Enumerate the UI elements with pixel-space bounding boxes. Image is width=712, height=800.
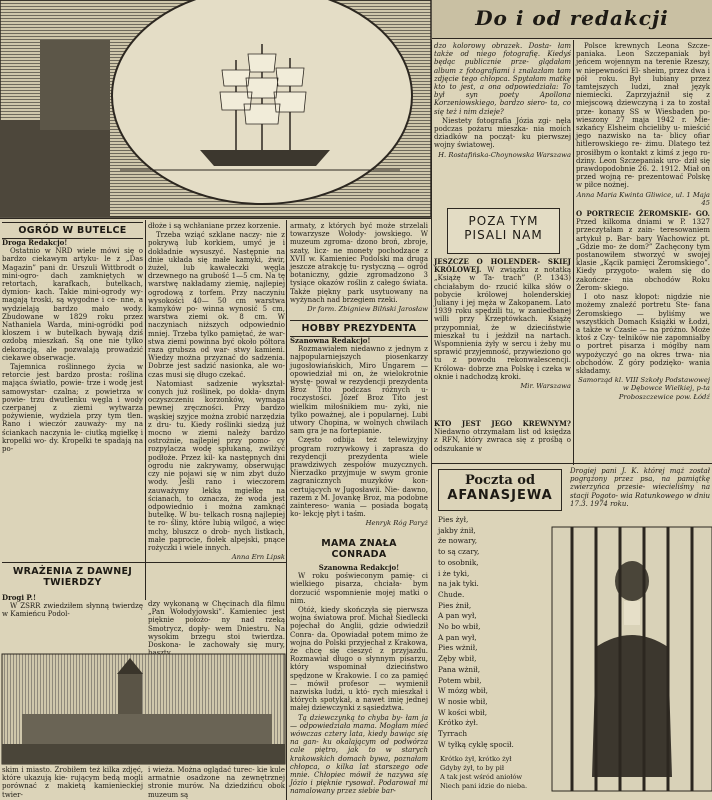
krewny-heading: KTO JEST JEGO KREWNYM? xyxy=(434,419,571,428)
poczta-title-box xyxy=(438,469,562,511)
kamieniec-text: armaty, z których być może strzelali towarzysze Wołody- jowskiego. W muzeum zgroma- dzono broń, zbroje, szaty, licz- ne monety pochodzące z XVII w. Kamieniec Podolski ma druga jeszcze atrakcję tu- rystyczną — ogród botaniczny, gdzie zgromadzono 3 tysiące okazów roślin z całego świata. Także piękny park usytuowany na wyżynach nad brzegiem rzeki. xyxy=(290,222,428,304)
mama-p2: Otóż, kiedy skończyła się pierwsza wojna światowa prof. Michał Siedlecki pojechał do Anglii, gdzie odwiedził Conra- da. Opowiadał potem mimo że wojna do Polski przyjechał z Krakowa, że chcę się cieszyć z przyjazdu. Rozmawiał długo o słynnym pisarzu, który wspominał dzieciństwo spędzone w Krakowie. I co za pamięć — mówił profesor — wymienił nazwiska ludzi, u któ- rych mieszkał i których spotykał, a nawet imię jednej małej dziewczynki z sąsiedztwa. xyxy=(290,606,428,713)
man-illustration xyxy=(552,527,712,791)
poem-part-2 xyxy=(440,755,710,799)
ogrod-salute: Droga Redakcjo! xyxy=(2,238,68,247)
mama-p3: Tą dziewczynką to chyba by- łam ja — odpowiedziała mama. Mogłam mieć wówczas cztery lata, kiedy bawiąc się na gan- ku okalającym od podwórza cale piętro, jak to w starych krakowskich domach bywa, poznałam chłopca, o kilka lat starszego ode mnie. Chłopiec mówił że nazywa się Józio i pięknie rysował. Podarował mi namalowany przez siebie bar- xyxy=(290,713,428,796)
wrazenia-col2 xyxy=(148,600,285,650)
krewny-note xyxy=(434,420,571,460)
hobby-p1: Rozmawiałem niedawno z jednym z najpopularniejszych piosenkarzy jugosłowiańskich, Miro Ungarem — opowiedział mi on, że wielokrotnie wystę- pował w rezydencji prezydenta Broz Tito podczas różnych u- roczystości. Józef Broz Tito jest wielkim miłośnikiem mu- zyki, nie tylko poważnej, ale i popularnej. Lubi utwory Chopina, w wolnych chwilach sam gra je na fortepianie. xyxy=(290,345,428,436)
portrait-text-2: I oto nasz kłopot: nigdzie nie możemy znaleźć portretu Ste- fana Żeromskiego — byliśmy we wszystkich Domach Książki w Łodzi, a także w Czasie — na próżno. Może ktoś z Czy- telników nie zapomniałby o portret pisarza i mógłby nam wypożyczyć go na okres trwa- nia obchodów. Z góry podzięko- wania składamy. xyxy=(576,293,710,375)
poem-line: to są czary, xyxy=(438,547,480,557)
portrait-text: Przed kilkoma dniami w P. 1327 przeczytałam z zain- teresowaniem artykuł p. Bar- bary Wachowicz pt. „Gdzie mo- że dom?” Zachęcony tym postanowiłem stworzyć w swojej klasie „Kącik pamięci Żeromskiego”. Kiedy przygoto- wałem się do zakończe- nia obchodów Roku Żerom- skiego. xyxy=(576,218,710,292)
wrazenia-title-2: TWIERDZY xyxy=(43,577,102,588)
poza-tym-line1: POZA TYM xyxy=(468,214,539,228)
poem-line: Krótko żył. xyxy=(438,718,479,728)
mama-body xyxy=(290,564,428,800)
portrait-heading: O PORTRECIE ŻEROMSKIE- GO. xyxy=(576,209,710,219)
ogrod-signature: Anna Ern Lipsk xyxy=(231,553,285,562)
holenderska-heading: JESZCZE O HOLENDER- SKIEJ KRÓLOWEJ. xyxy=(434,257,571,275)
poczta-section xyxy=(432,463,712,800)
ship-in-bottle-engraving xyxy=(0,0,431,217)
continuation-text: Niestety fotografia Józia zgi- nęła podczas pożaru mieszka- nia moich dziadków na począt- ku pierwszej wojny światowej. xyxy=(434,116,571,150)
poem-line: W kości wbił, xyxy=(438,707,488,717)
poza-tym-box xyxy=(447,208,560,254)
poem-line: że nowary, xyxy=(438,536,478,546)
poem-line: Gdyby żył, to by pił xyxy=(440,764,505,772)
ogrod-p3: dłoże i są wchłaniane przez korzenie. xyxy=(148,222,281,230)
poem-line: to osobnik, xyxy=(438,557,479,567)
wrazenia-col4 xyxy=(148,766,285,800)
fortress-illustration xyxy=(2,654,285,764)
ogrod-p5: Natomiast sadzenie wykształ- conych już roślinek, po dokła- dnym oczyszczeniu korzonków, wymaga pewnej zręczności. Przy bardzo wąskiej szyjce można zrobić narzędzia z dru- tu. Kiedy roślinki siedzą już mocno w ziemi należy bardzo ostrożnie, najlepiej przy pomo- cy rozpylacza wodę spłukaną, zwilżyć podłoże. Przez kil- ka następnych dni ogrodu nie zakrywamy, obserwując czy nie pojawi się w nim zbyt dużo wody. Jeśli rano i wieczorem zauważymy lekką mgiełkę na ścianach, to oznacza, że woda jest odpowiednio i można zamknąć butelkę. W bu- telkach rosną najlepiej te ro- śliny, które lubią wilgoć, a więc mchy, bluszcz o drob- nych listkach, małe paprocie, fiołek alpejski, pnące rożyczki i wiele innych. xyxy=(148,379,285,552)
poem-line: Pana wżnił, xyxy=(438,664,481,674)
holenderska-note xyxy=(434,258,571,418)
wrazenia-article xyxy=(2,562,286,800)
poem-line: Chude. xyxy=(438,589,465,599)
wrazenia-p4: i wieża. Można oglądać turec- kie kule armatnie osadzone na zewnętrznej stronie murów. Na dziedzińcu obok muzeum są xyxy=(148,766,285,799)
fortress-photo xyxy=(2,654,285,764)
mama-article xyxy=(290,538,428,800)
ogrod-article xyxy=(2,222,286,562)
mama-title-2: CONRADA xyxy=(331,549,387,560)
poem-line: A tak jest wśród aniołów xyxy=(440,773,523,781)
continuation-signature: H. Rostafińska-Choynowska Warszawa xyxy=(438,150,571,159)
poem-line: Zęby wbił, xyxy=(438,654,477,664)
signature-kwinta: Anna Maria Kwinta Gliwice, ul. 1 Maja 45 xyxy=(576,190,710,207)
wrazenia-title-1: WRAŻENIA Z DAWNEJ xyxy=(12,566,133,577)
mama-salute: Szanowna Redakcjo! xyxy=(318,563,400,572)
wrazenia-p1: W ZSRR zwiedziłem słynną twierdzę w Kamieńcu Podol- xyxy=(2,602,143,619)
poem-line: Niech pani idzie do nieba. xyxy=(440,782,528,790)
poem-line: W tyłką cyklę spocił. xyxy=(438,739,514,749)
ship-illustration xyxy=(0,0,431,217)
hobby-salute: Szanowna Redakcjo! xyxy=(290,336,371,345)
poem-line: Pies wżnił, xyxy=(438,643,478,653)
ogrod-p4: Trzeba wziąć szklane naczy- nie z pokrywą lub korkiem, umyć je i dokładnie wysuszyć. Następnie na dnie układa się małe kamyki, żwir, żużel, lub kawałeczki węgla drzewnego na grubość 1—5 cm. Na tę warstwę nakładamy ziemię, najlepiej ogrodową z torfem. Przy naczyniu wysokości 40— 50 cm warstwa kamyków po- winna wynosić 5 cm, warstwa ziemi ok. 8 cm. W naczyniach niższych odpowiednio mniej. Trzeba tylko pamiętać, że war- stwa ziemi powinna być około półtora raza grubsza od war- stwy kamieni. Wiedzy można przyznać do sadzenia. Dobrze jest sadzić nasionka, ale wo- czas musi się długo czekać. xyxy=(148,231,285,379)
poczta-title-1: Poczta od xyxy=(464,473,536,488)
man-behind-bars-photo xyxy=(552,527,712,791)
poza-tym-line2: PISALI NAM xyxy=(464,228,543,242)
hobby-title: HOBBY PREZYDENTA xyxy=(290,320,428,337)
wrazenia-p3: skim i miasto. Zrobiłem też kilka zdjęć, które ukazują kie- rującym bedą mogli porównać z makietą kamienieckiej twier- xyxy=(2,766,143,799)
poem-line: Krótko żył, krótko żył xyxy=(440,755,512,763)
krewny-text: Niedawno otrzymałam list od księdza z RFN, który zwraca się z prośbą o odszukanie w xyxy=(434,428,571,453)
hobby-article xyxy=(290,320,428,535)
kamieniec-signature: Dr farm. Zbigniew Bilński Jarosław xyxy=(307,305,428,314)
poem-line: Pies żył, xyxy=(438,515,469,524)
hobby-signature: Henryk Róg Paryż xyxy=(365,519,428,528)
poczta-title-2: AFANASJEWA xyxy=(447,488,553,503)
section-title: Do i od redakcji xyxy=(475,6,669,30)
poem-line: W nosie wbił, xyxy=(438,696,488,706)
ogrod-col1 xyxy=(2,239,143,558)
mama-p1: W roku poświeconym pamię- ci wielkiego pisarza, chciała- bym dorzucić wspomnienie mojej matki o nim. xyxy=(290,572,428,605)
poem-part-1 xyxy=(438,515,548,753)
wrazenia-col1 xyxy=(2,594,143,638)
poem-line: i że tyki, xyxy=(438,568,470,578)
poem-line: A pan wył, xyxy=(438,611,477,621)
poem-line: Tyrrach xyxy=(438,729,468,739)
poem-line: No bo wbił, xyxy=(438,622,481,632)
poem-line: W mózg wbił, xyxy=(438,686,488,696)
mama-title-1: MAMA ZNAŁA xyxy=(321,538,397,549)
hobby-p2: Często odbija też telewizyjny program rozrywkowy i zaprasza do rezydencji prezydenta wiele prawdziwych zespołów muzycznych. Nierzadko przyjmuje w swym gronie zagranicznych muzyków kon- certujących w Jugosławii. Nie- dawno, razem z M. Jovankę Broz, ma podobne zaintereso- wania — posiada bogatą ko- lekcję płyt i taśm. xyxy=(290,436,428,519)
letter-continuation xyxy=(434,42,571,204)
poczta-intro xyxy=(570,467,710,525)
kamieniec-continuation xyxy=(290,222,428,318)
poem-line: Potem wbił, xyxy=(438,675,482,685)
signature-samorzad: Samorząd kl. VIII Szkoły Podstawowej w Dębowce Wielkiej, p-ta Proboszczewice pow. Łódź xyxy=(578,376,710,401)
poczta-intro-text: Drogiej pani J. K. której mąż został pogrążony przez psa, na pamiątkę zwierzyńca przesie- wiecieliśmy na stacji Pogoto- wia Ratunkowego w dniu 17.3. 1974 roku. xyxy=(570,467,710,508)
wrazenia-salute: Drogi P.! xyxy=(2,593,37,602)
wrazenia-col3 xyxy=(2,766,143,800)
holenderska-text: W związku z notatką „Książę w Ta- trach” (P. 1343) chciałabym do- rzucić kilka słów o pobycie królowej holenderskiej Juliany i jej męża w Zakopanem. Lato 1939 roku spędzili tu, w zaniedbanej willi przy Krzeptówkach. Książę przypomniał, że w dzieciństwie mieszkał tu i jeździł na nartach. Wspomnienia żyły w sercu i żeby mu sprawić przyjemność, przywieziono go tu z powodu rekonwalescencji. Królowa- dobrze zna Polskę i czeka w oknie i nadchodzą kroki. xyxy=(434,266,571,381)
letter-elsheim: Polsce krewnych Leona Szcze- paniaka. Leon Szczepaniak był jeńcem wojennym na terenie Rzeszy, w niepewności El- sheim, przez dwa i pół roku. Był lubiany przez tamtejszych ludzi, znał język niemiecki. Zaprzyjaźnił się z miejscową dziewczyną i za to został prze- konany SS w Wiesbaden po- wieszony 27 maja 1942 r. Mie- szkańcy Elsheim chcieliby u- mieścić jego nazwisko na ta- blicy ofiar hitlerowskiego re- żimu. Dlatego też prosiłbym o kontakt z kimś z jego ro- dziny. Leon Szczepaniak uro- dził się prawdopodobnie 26. 2. 1912. Miał on przed wojną re- prezentować Polskę w piłce nożnej. xyxy=(576,42,710,190)
wrazenia-p2: dzy wykonaną w Chęcinach dla filmu „Pan Wołodyjowski”. Kamieniec jest pięknie położo- ny nad rzeką Smotrycz, dopły- wem Dniestru. Na wysokim brzegu stoi twierdza. Doskona- le zachowały się mury, xyxy=(148,600,285,650)
ogrod-p2: Tajemnica roślinnego życia w retorcie jest bardzo prosta: roślina mająca światło, powie- trze i wodę jest samowystar- czalna; z powietrza w powie- trzu dwutlenku węgla i wody czerpanej z ziemi wytwarza pożywienie, wydziela przy tym tlen. Rano i wieczór zauważy- my na ściankach naczynia le- ciutką mgiełkę i kropelki wo- dy. Kropelki te spadają na po- xyxy=(2,363,143,454)
section-masthead xyxy=(432,0,712,38)
continuation-italic: dzo kolorowy obrazek. Dosta- łam także od niego fotografię. Kiedyś będąc publicznie prze- glądałam album z fotografiami i znalazłam tam zdjęcie tego chłopca. Spytałam matkę kto to jest, a ona odpowiedziała: To był syn poety Apollona Korzeniowskiego, bardzo siero- ta, co się też i nim dzieje? xyxy=(434,42,571,116)
hobby-body xyxy=(290,337,428,535)
poem-line: na jak tyki. xyxy=(438,579,479,589)
ogrod-title: OGRÓD W BUTELCE xyxy=(2,222,143,239)
holenderska-signature: Mir. Warszawa xyxy=(520,382,571,391)
far-right-column xyxy=(576,42,710,474)
poem-line: A pan wył, xyxy=(438,632,477,642)
poem-line: jakby żnił, xyxy=(438,525,476,535)
ogrod-col2 xyxy=(148,222,285,562)
ogrod-p1: Ostatnio w NRD wiele mówi się o bardzo ciekawym artyku- le z „Das Magazin” pani dr. Urszuli Wittbrodt o mini-ogro- dach zamkniętych w retortach, karafkach, butelkach, dymion- kach. Takie mini-ogrody wy- magają troski, są wygodne i ce- nne, a wydzielają bardzo mało wody. Zbudowane w 1829 roku przez Nathaniela Warda, mini-ogródki pod kloszem i w butelkach bywają dziś ozdobą mieszkań. Są one nie tylko dekoracją, ale pozwalają prowadzić ciekawe obserwacje. xyxy=(2,247,143,362)
poem-line: Pies żnił, xyxy=(438,600,472,610)
